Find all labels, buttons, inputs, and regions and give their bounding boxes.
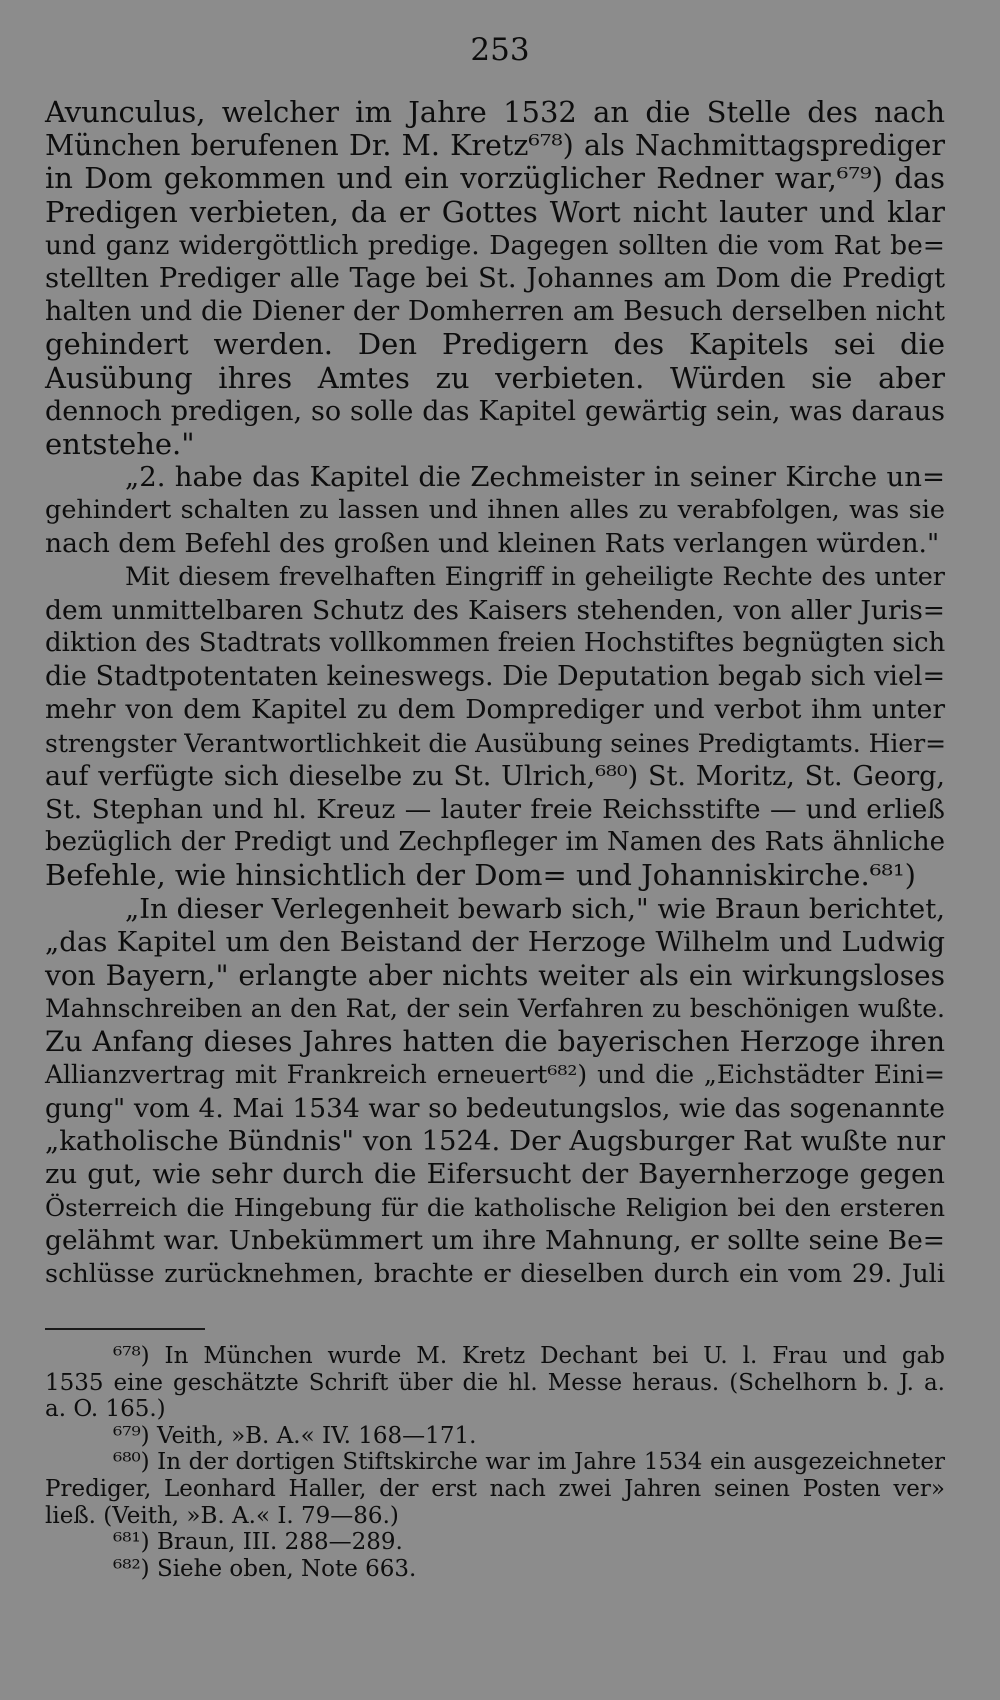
footnote-line: ⁶⁸¹) Braun, III. 288—289. — [113, 1529, 403, 1556]
text-line: Mit diesem frevelhaften Eingriff in geheiligte Rechte des unter — [125, 561, 945, 592]
text-line: Befehle, wie hinsichtlich der Dom= und Johanniskirche.⁶⁸¹) — [45, 858, 916, 893]
text-line: gung" vom 4. Mai 1534 war so bedeutungslos, wie das sogenannte — [45, 1092, 945, 1124]
text-line: Avunculus, welcher im Jahre 1532 an die Stelle des nach — [45, 95, 945, 129]
text-line: stellten Prediger alle Tage bei St. Johannes am Dom die Predigt — [45, 261, 945, 294]
footnote-line: ⁶⁷⁸) In München wurde M. Kretz Dechant bei U. l. Frau und gab — [113, 1343, 945, 1369]
footnote-line: ⁶⁸⁰) In der dortigen Stiftskirche war im Jahre 1534 ein ausgezeichneter — [113, 1449, 945, 1476]
page-number: 253 — [470, 32, 530, 68]
text-line: „2. habe das Kapitel die Zechmeister in seiner Kirche un= — [125, 461, 945, 494]
text-line: zu gut, wie sehr durch die Eifersucht der Bayernherzoge gegen — [45, 1158, 945, 1190]
footnote-line: a. O. 165.) — [45, 1396, 166, 1423]
footnote-line: ⁶⁸²) Siehe oben, Note 663. — [113, 1555, 417, 1582]
text-line: Zu Anfang dieses Jahres hatten die bayerischen Herzoge ihren — [45, 1025, 945, 1059]
text-line: St. Stephan und hl. Kreuz — lauter freie Reichsstifte — und erließ — [45, 793, 945, 825]
text-line: dem unmittelbaren Schutz des Kaisers stehenden, von aller Juris= — [45, 594, 945, 626]
text-line: nach dem Befehl des großen und kleinen Rats verlangen würden." — [45, 528, 940, 560]
text-line: dennoch predigen, so solle das Kapitel gewärtig sein, was daraus — [45, 395, 945, 427]
text-line: diktion des Stadtrats vollkommen freien Hochstiftes begnügten sich — [45, 628, 946, 658]
text-line: von Bayern," erlangte aber nichts weiter als ein wirkungsloses — [45, 958, 945, 992]
text-line: München berufenen Dr. M. Kretz⁶⁷⁸) als Nachmittagsprediger — [45, 129, 945, 163]
footnotes — [45, 1343, 945, 1582]
text-line: in Dom gekommen und ein vorzüglicher Redner war,⁶⁷⁹) das — [45, 161, 945, 196]
text-line: Mahnschreiben an den Rat, der sein Verfahren zu beschönigen wußte. — [45, 994, 945, 1024]
text-line: schlüsse zurücknehmen, brachte er dieselben durch ein vom 29. Juli — [45, 1258, 945, 1289]
footnote-divider — [45, 1328, 205, 1330]
footnote-line: ließ. (Veith, »B. A.« I. 79—86.) — [45, 1502, 399, 1529]
text-line: auf verfügte sich dieselbe zu St. Ulrich,⁶⁸⁰) St. Moritz, St. Georg, — [45, 760, 945, 792]
text-line: „das Kapitel um den Beistand der Herzoge Wilhelm und Ludwig — [45, 925, 945, 958]
text-line: gelähmt war. Unbekümmert um ihre Mahnung, er sollte seine Be= — [45, 1225, 945, 1257]
text-line: Allianzvertrag mit Frankreich erneuert⁶⁸²) und die „Eichstädter Eini= — [45, 1060, 945, 1090]
text-line: gehindert werden. Den Predigern des Kapitels sei die — [45, 327, 945, 362]
text-line: entstehe." — [45, 426, 195, 461]
text-line: Predigen verbieten, da er Gottes Wort nicht lauter und klar — [45, 194, 945, 229]
text-line: strengster Verantwortlichkeit die Ausübung seines Predigtamts. Hier= — [45, 728, 947, 758]
footnote-line: Prediger, Leonhard Haller, der erst nach zwei Jahren seinen Posten ver» — [45, 1475, 945, 1502]
body-text — [45, 96, 945, 1291]
footnote-line: 1535 eine geschätzte Schrift über die hl. Messe heraus. (Schelhorn b. J. a. — [45, 1369, 945, 1396]
text-line: gehindert schalten zu lassen und ihnen alles zu verabfolgen, was sie — [45, 495, 945, 526]
text-line: „katholische Bündnis" von 1524. Der Augsburger Rat wußte nur — [45, 1124, 945, 1157]
footnote-line: ⁶⁷⁹) Veith, »B. A.« IV. 168—171. — [113, 1422, 477, 1449]
text-line: halten und die Diener der Domherren am Besuch derselben nicht — [45, 296, 945, 328]
text-line: „In dieser Verlegenheit bewarb sich," wie Braun berichtet, — [125, 892, 945, 925]
text-line: mehr von dem Kapitel zu dem Domprediger und verbot ihm unter — [45, 694, 945, 726]
text-line: die Stadtpotentaten keineswegs. Die Deputation begab sich viel= — [45, 661, 946, 693]
text-line: und ganz widergöttlich predige. Dagegen sollten die vom Rat be= — [45, 229, 945, 261]
text-line: Ausübung ihres Amtes zu verbieten. Würden sie aber — [45, 360, 945, 395]
text-line: bezüglich der Predigt und Zechpfleger im Namen des Rats ähnliche — [45, 827, 945, 858]
text-line: Österreich die Hingebung für die katholische Religion bei den ersteren — [45, 1193, 945, 1223]
